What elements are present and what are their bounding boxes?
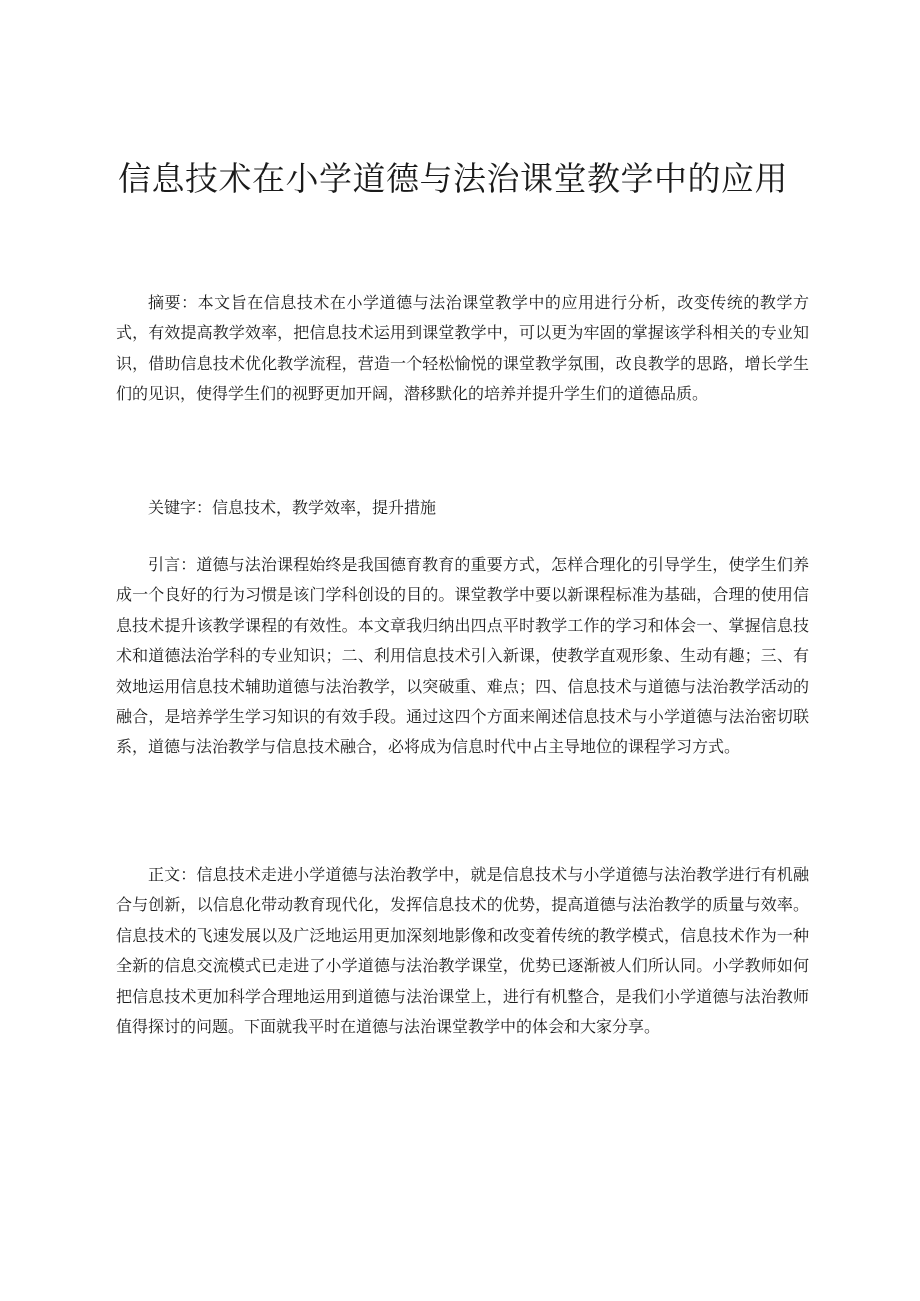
keywords-text: 信息技术，教学效率，提升措施: [212, 498, 437, 517]
abstract-paragraph: [116, 288, 809, 410]
introduction-paragraph: [116, 550, 809, 763]
keywords-paragraph: [116, 493, 809, 523]
introduction-text: 道德与法治课程始终是我国德育教育的重要方式，怎样合理化的引导学生，使学生们养成一个良好的行为习惯是该门学科创设的目的。课堂教学中要以新课程标准为基础，合理的使用信息技术提升该教学课程的有效性。本文章我归纳出四点平时教学工作的学习和体会一、掌握信息技术和道德法治学科的专业知识；二、利用信息技术引入新课，使教学直观形象、生动有趣；三、有效地运用信息技术辅助道德与法治教学，以突破重、难点；四、信息技术与道德与法治教学活动的融合，是培养学生学习知识的有效手段。通过这四个方面来阐述信息技术与小学道德与法治密切联系，道德与法治教学与信息技术融合，必将成为信息时代中占主导地位的课程学习方式。: [116, 555, 809, 757]
body-paragraph: [116, 860, 809, 1042]
body-text: 信息技术走进小学道德与法治教学中，就是信息技术与小学道德与法治教学进行有机融合与创新，以信息化带动教育现代化，发挥信息技术的优势，提高道德与法治教学的质量与效率。信息技术的飞速发展以及广泛地运用更加深刻地影像和改变着传统的教学模式，信息技术作为一种全新的信息交流模式已走进了小学道德与法治教学课堂，优势已逐渐被人们所认同。小学教师如何把信息技术更加科学合理地运用到道德与法治课堂上，进行有机整合，是我们小学道德与法治教师值得探讨的问题。下面就我平时在道德与法治课堂教学中的体会和大家分享。: [116, 865, 809, 1037]
abstract-text: 本文旨在信息技术在小学道德与法治课堂教学中的应用进行分析，改变传统的教学方式，有效提高教学效率，把信息技术运用到课堂教学中，可以更为牢固的掌握该学科相关的专业知识，借助信息技术优化教学流程，营造一个轻松愉悦的课堂教学氛围，改良教学的思路，增长学生们的见识，使得学生们的视野更加开阔，潜移默化的培养并提升学生们的道德品质。: [116, 293, 809, 404]
keywords-label: 关键字：: [148, 498, 213, 517]
abstract-label: 摘要：: [148, 293, 198, 312]
body-label: 正文：: [148, 865, 197, 884]
introduction-label: 引言：: [148, 555, 197, 574]
document-title: 信息技术在小学道德与法治课堂教学中的应用: [118, 159, 788, 198]
